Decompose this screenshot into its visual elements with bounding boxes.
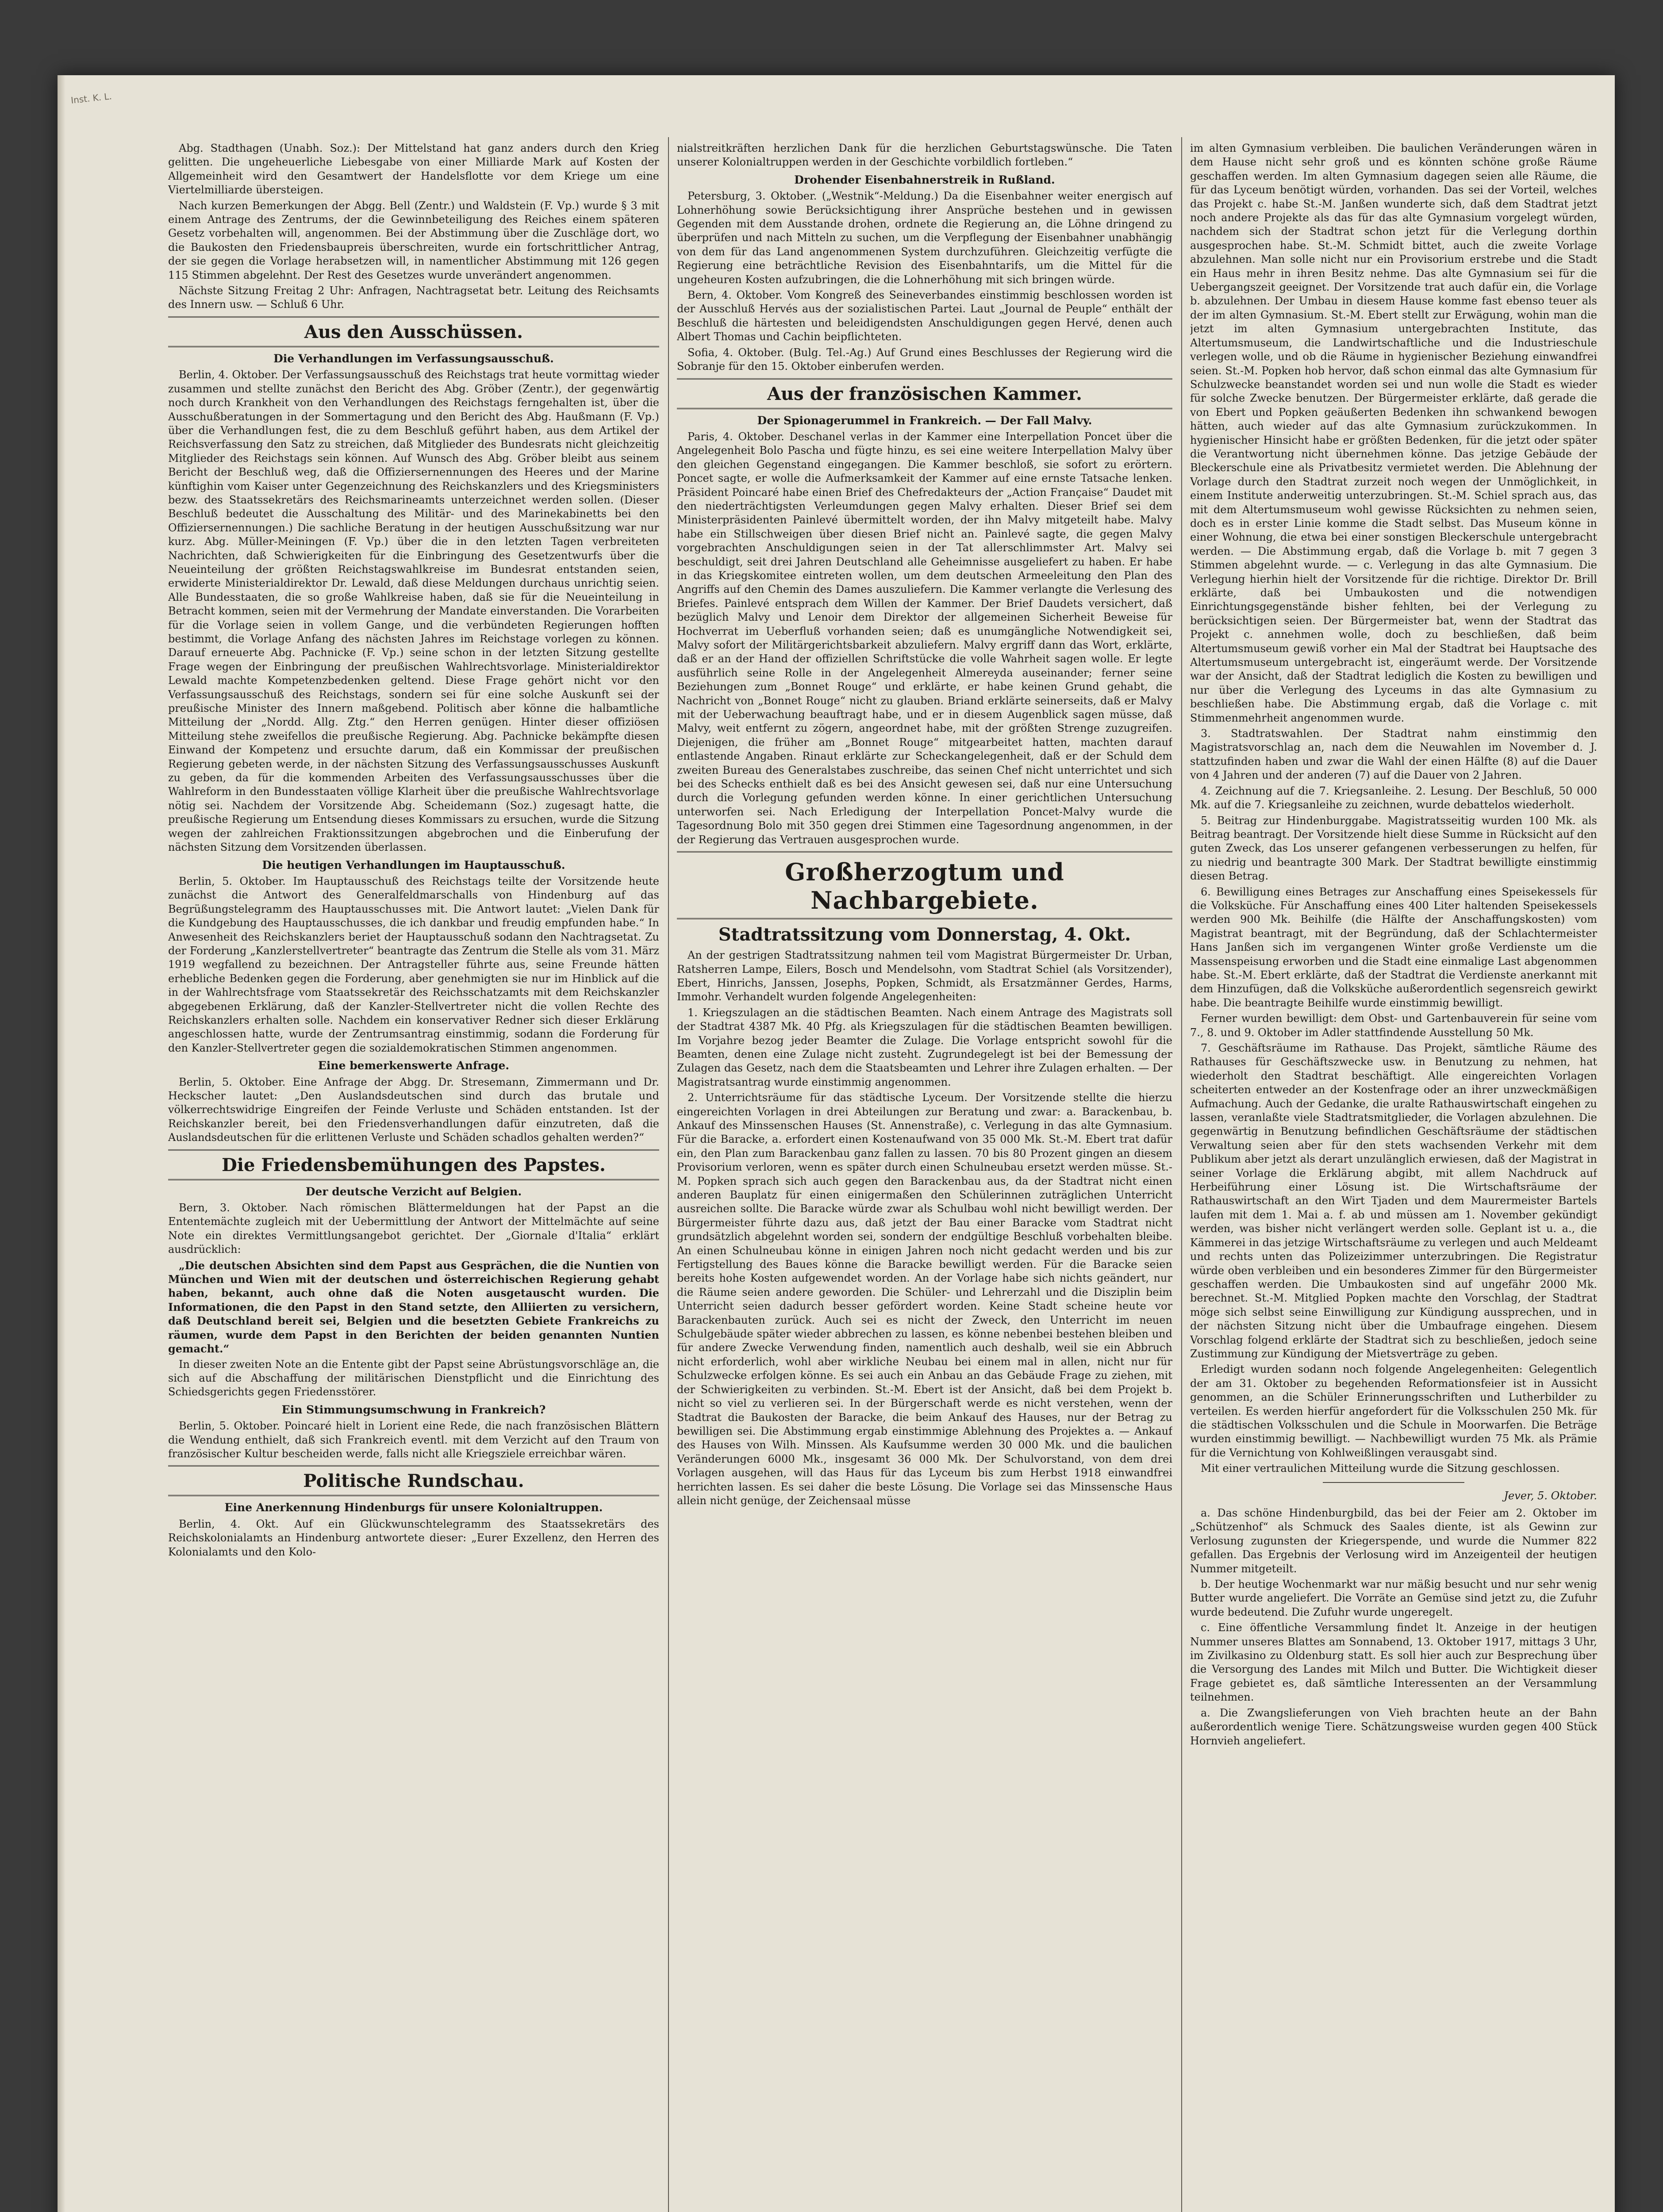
subheading: Ein Stimmungsumschwung in Frankreich? (281, 1403, 546, 1416)
article-paragraph: Ferner wurden bewilligt: dem Obst- und Gartenbauverein für seine vom 7., 8. und 9. Oktober im Adler stattfindende Ausstellung 50 Mk. (1190, 1012, 1597, 1039)
column-3 (1190, 142, 1597, 2212)
section-heading: Großherzogtum und Nachbargebiete. (785, 858, 1064, 915)
subheading: Eine bemerkenswerte Anfrage. (318, 1059, 510, 1072)
article-paragraph: b. Der heutige Wochenmarkt war nur mäßig besucht und nur sehr wenig Butter wurde angeliefert. Die Vorräte an Gemüse sind jetzt zu, die Zufuhr wurde bedeutend. Die Zufuhr wurde ungeregelt. (1190, 1578, 1597, 1618)
newspaper-page (58, 75, 1615, 2212)
article-paragraph: Petersburg, 3. Oktober. („Westnik“-Meldung.) Da die Eisenbahner weiter energisch auf Lohnerhöhung sowie Berücksichtigung ihrer Ansprüche bestehen und in gewissen Gegenden mit dem Ausstande drohen, ordnete die Regierung an, die Löhne dringend zu überprüfen und nach Mitteln zu suchen, um die Verpflegung der Eisenbahner unabhängig von dem für das Land angenommenen System durchzuführen. Gleichzeitig verfügte die Regierung eine beträchtliche Revision des Eisenbahntarifs, um die Mittel für die ungeheuren Kosten aufzubringen, die die Lohnerhöhung mit sich bringen würde. (677, 190, 1172, 286)
article-paragraph: c. Eine öffentliche Versammlung findet lt. Anzeige in der heutigen Nummer unseres Blattes am Sonnabend, 13. Oktober 1917, mittags 3 Uhr, im Zivilkasino zu Oldenburg statt. Es soll hier auch zur Besprechung über die Versorgung des Landes mit Milch und Butter. Die Wichtigkeit dieser Frage gebietet es, daß sämtliche Interessenten an der Versammlung teilnehmen. (1190, 1621, 1597, 1704)
article-paragraph: Abg. Stadthagen (Unabh. Soz.): Der Mittelstand hat ganz anders durch den Krieg gelitten. Die ungeheuerliche Liebesgabe von einer Milliarde Mark auf Kosten der Allgemeinheit wird den Gesamtwert der Handelsflotte vor dem Kriege um eine Viertelmilliarde übersteigen. (168, 142, 659, 196)
article-paragraph: a. Das schöne Hindenburgbild, das bei der Feier am 2. Oktober im „Schützenhof“ als Schmuck des Saales diente, ist als Gewinn zur Verlosung zugunsten der Kriegerspende, und wurde die Nummer 822 gefallen. Das Ergebnis der Verlosung wird im Anzeigenteil der heutigen Nummer mitgeteilt. (1190, 1507, 1597, 1575)
subheading: Eine Anerkennung Hindenburgs für unsere Kolonialtruppen. (224, 1501, 603, 1514)
subheading: Der deutsche Verzicht auf Belgien. (305, 1185, 522, 1198)
column-2 (677, 142, 1172, 2212)
column-rule (668, 137, 669, 2212)
article-paragraph: a. Die Zwangslieferungen von Vieh brachten heute an der Bahn außerordentlich wenige Tiere. Schätzungsweise wurden gegen 400 Stück Hornvieh angeliefert. (1190, 1706, 1597, 1747)
article-paragraph: Mit einer vertraulichen Mitteilung wurde die Sitzung geschlossen. (1201, 1462, 1560, 1475)
subheading: Die Verhandlungen im Verfassungsausschuß. (273, 352, 554, 365)
article-paragraph: 7. Geschäftsräume im Rathause. Das Projekt, sämtliche Räume des Rathauses für Geschäftszwecke usw. in Benutzung zu nehmen, hat wiederholt den Stadtrat beschäftigt. Alle eingereichten Vorlagen scheiterten entweder an der Kostenfrage oder an ihrer unzweckmäßigen Aufmachung. Auch der Gedanke, die uralte Rathauswirtschaft eingehen zu lassen, veranlaßte viele Stadtratsmitglieder, die Vorlagen abzulehnen. Die gegenwärtig in Benutzung befindlichen Geschäftsräume der städtischen Verwaltung seien aber für den stets wachsenden Verkehr mit dem Publikum aber jetzt als derart unzulänglich erwiesen, daß der Magistrat in seiner Vorlage die Erklärung abgibt, mit allem Nachdruck auf Herbeiführung einer Lösung ist. Die Wirtschaftsräume der Rathauswirtschaft an den Wirt Tjaden und dem Maurermeister Bartels laufen mit dem 1. Mai a. f. ab und müssen am 1. November gekündigt werden, was bisher nicht verlängert werden solle. Geplant ist u. a., die Kämmerei in das jetzige Wirtschaftsräume zu verlegen und auch Meldeamt und rechts unten das Polizeizimmer unterzubringen. Die Registratur würde oben verbleiben und ein besonderes Zimmer für den Bürgermeister geschaffen werden. Die Umbaukosten sind auf ungefähr 2000 Mk. berechnet. St.-M. Mitglied Popken machte den Vorschlag, der Stadtrat möge sich selbst seine Einwilligung zur Kündigung aussprechen, und in der nächsten Sitzung nicht über die Umbaufrage eingehen. Diesem Vorschlag folgend erklärte der Stadtrat sich zu beschließen, jedoch seine Zustimmung zur Kündigung der Mietsverträge zu geben. (1190, 1042, 1597, 1360)
article-paragraph: Berlin, 5. Oktober. Im Hauptausschuß des Reichstags teilte der Vorsitzende heute zunächst die Antwort des Generalfeldmarschalls von Hindenburg auf das Begrüßungstelegramm des Hauptausschusses mit. Die Antwort lautet: „Vielen Dank für die Kundgebung des Hauptausschusses, die ich dankbar und freudig empfunden habe.“ In Anwesenheit des Reichskanzlers beriet der Hauptausschuß sodann den Nachtragsetat. Zu der Forderung „Kanzlerstellvertreter“ beantragte das Zentrum die Stelle als vom 31. März 1919 wegfallend zu bezeichnen. Der Antragsteller führte aus, seine Freunde hätten erhebliche Bedenken gegen die Forderung, aber genehmigten sie nur im Hinblick auf die in der Wahlrechtsfrage vom Staatssekretär des Reichsschatzamts mit dem Reichskanzler abgegebenen Erklärung, daß der Kanzler-Stellvertreter nicht die vollen Rechte des Reichskanzlers erhalten solle. Nachdem ein konservativer Redner sich dieser Erklärung angeschlossen hatte, wurde der Zentrumsantrag einstimmig, sodann die Forderung für den Kanzler-Stellvertreter gegen die sozialdemokratischen Stimmen angenommen. (168, 875, 659, 1054)
section-heading: Aus der französischen Kammer. (767, 383, 1082, 404)
article-paragraph: Erledigt wurden sodann noch folgende Angelegenheiten: Gelegentlich der am 31. Oktober zu begehenden Reformationsfeier ist in Aussicht genommen, an die Schüler Erinnerungsschriften und Lutherbilder zu verteilen. Es werden hierfür angefordert für die Volksschulen 250 Mk. für die städtischen Volksschulen und die Schule in Moorwarfen. Die Beträge wurden einstimmig bewilligt. — Nachbewilligt wurden 75 Mk. als Prämie für die Vernichtung von Kohlweißlingen verausgabt sind. (1190, 1363, 1597, 1459)
article-paragraph: In dieser zweiten Note an die Entente gibt der Papst seine Abrüstungsvorschläge an, die sich auf die Abschaffung der militärischen Dienstpflicht und die Einrichtung des Schiedsgerichts gegen Friedensstörer. (168, 1358, 659, 1398)
article-paragraph: 3. Stadtratswahlen. Der Stadtrat nahm einstimmig den Magistratsvorschlag an, nach dem die Neuwahlen im November d. J. stattzufinden haben und zwar die Wahl der einen Hälfte (8) auf die Dauer von 4 Jahren und der anderen (7) auf die Dauer von 2 Jahren. (1190, 727, 1597, 782)
article-paragraph: Berlin, 5. Oktober. Poincaré hielt in Lorient eine Rede, die nach französischen Blättern die Wendung enthielt, daß sich Frankreich eventl. mit dem Verzicht auf den Traum von französischer Kultur bescheiden werde, falls nicht alle Kriegsziele erreichbar wären. (168, 1420, 659, 1460)
article-paragraph: 4. Zeichnung auf die 7. Kriegsanleihe. 2. Lesung. Der Beschluß, 50 000 Mk. auf die 7. Kriegsanleihe zu zeichnen, wurde debattelos wiederholt. (1190, 784, 1597, 811)
section-heading: Aus den Ausschüssen. (304, 321, 523, 342)
article-paragraph: Nach kurzen Bemerkungen der Abgg. Bell (Zentr.) und Waldstein (F. Vp.) wurde § 3 mit einem Antrage des Zentrums, der die Gewinnbeteiligung des Reiches einem späteren Gesetz vorbehalten will, angenommen. Bei der Abstimmung über die Zuschläge dort, wo die Baukosten den Friedensbaupreis überschreiten, wurde ein fortschrittlicher Antrag, der sie gegen die Vorlage herabsetzen will, in namentlicher Abstimmung mit 126 gegen 115 Stimmen abgelehnt. Der Rest des Gesetzes wurde unverändert angenommen. (168, 199, 659, 281)
article-paragraph: nialstreitkräften herzlichen Dank für die herzlichen Geburtstagswünsche. Die Taten unserer Kolonialtruppen werden in der Geschichte vorbildlich fortleben.“ (677, 142, 1172, 169)
article-paragraph: Berlin, 4. Okt. Auf ein Glückwunschtelegramm des Staatssekretärs des Reichskolonialamts an Hindenburg antwortete dieser: „Eurer Exzellenz, den Herren des Kolonialamts und den Kolo- (168, 1517, 659, 1558)
section-heading: Politische Rundschau. (303, 1471, 524, 1492)
article-paragraph: Berlin, 4. Oktober. Der Verfassungsausschuß des Reichstags trat heute vormittag wieder zusammen und stellte zunächst den Bericht des Abg. Gröber (Zentr.), der gegenwärtig noch durch Krankheit von den Verhandlungen des Reichstags ferngehalten ist, über die Ausschußberatungen in der Sommertagung und den Bericht des Abg. Haußmann (F. Vp.) über die Verhandlungen fest, die zu dem Beschluß geführt haben, aus dem Artikel der Reichsverfassung den Satz zu streichen, daß Mitglieder des Bundesrats nicht gleichzeitig Mitglieder des Reichstags sein können. Auf Wunsch des Abg. Gröber bleibt aus seinem Bericht der Beschluß weg, daß die Offiziersernennungen des Heeres und der Marine künftighin vom Kaiser unter Gegenzeichnung des Reichskanzlers und des Kriegsministers bezw. des Staatssekretärs des Reichsmarineamts unterzeichnet werden sollen. (Dieser Beschluß bedeutet die Ausschaltung des Militär- und des Marinekabinetts bei den Offiziersernennungen.) Die sachliche Beratung in der heutigen Ausschußsitzung war nur kurz. Abg. Müller-Meiningen (F. Vp.) über die in den letzten Tagen verbreiteten Nachrichten, daß Schwierigkeiten für die Einbringung des Gesetzentwurfs über die Neueinteilung der größten Reichstagswahlkreise im Bundesrat entstanden seien, erwiderte Ministerialdirektor Dr. Lewald, daß diese Meldungen durchaus unrichtig seien. Alle Bundesstaaten, die so große Wahlkreise haben, daß sie für die Neueinteilung in Betracht kommen, seien mit der Vermehrung der Mandate einverstanden. Die Vorarbeiten für die Vorlage seien in vollem Gange, und die verbündeten Regierungen hofften bestimmt, die Vorlage Anfang des nächsten Jahres im Reichstage vorlegen zu können. Darauf erneuerte Abg. Pachnicke (F. Vp.) seine schon in der letzten Sitzung gestellte Frage wegen der Einbringung der preußischen Wahlrechtsvorlage. Ministerialdirektor Lewald machte Kompetenzbedenken geltend. Diese Frage gehört nicht vor den Verfassungsausschuß des Reichstags, sondern sei für eine solche Auskunft sei der preußische Minister des Innern maßgebend. Politisch aber könne die halbamtliche Mitteilung der „Nordd. Allg. Ztg.“ den Herren genügen. Hinter dieser offiziösen Mitteilung stehe zweifellos die preußische Regierung. Abg. Pachnicke bekämpfte diesen Einwand der Kompetenz und ersuchte darum, daß ein Kommissar der preußischen Regierung gebeten werde, in der nächsten Sitzung des Verfassungsausschusses Auskunft zu geben, da für die kommenden Arbeiten des Verfassungsausschusses über die Wahlreform in den Bundesstaaten völlige Klarheit über die preußische Wahlrechtsvorlage nötig sei. Nachdem der Vorsitzende Abg. Scheidemann (Soz.) zugesagt hatte, die preußische Regierung um Entsendung dieses Kommissars zu ersuchen, wurde die Sitzung wegen der zahlreichen Fraktionssitzungen abgebrochen und die Einberufung der nächsten Sitzung dem Vorsitzenden überlassen. (168, 369, 659, 854)
article-paragraph: 5. Beitrag zur Hindenburggabe. Magistratsseitig wurden 100 Mk. als Beitrag beantragt. Der Vorsitzende hielt diese Summe in Rücksicht auf den guten Zweck, das Los unserer gefangenen verbesserungen zu helfen, für zu niedrig und beantragte 300 Mark. Der Stadtrat bewilligte einstimmig diesen Betrag. (1190, 814, 1597, 883)
article-paragraph: Bern, 3. Oktober. Nach römischen Blättermeldungen hat der Papst an die Ententemächte zugleich mit der Uebermittlung der Antwort der Mittelmächte auf seine Note ein direktes Vermittlungsangebot gerichtet. Der „Giornale d'Italia“ erklärt ausdrücklich: (168, 1202, 659, 1256)
article-paragraph: 6. Bewilligung eines Betrages zur Anschaffung eines Speisekessels für die Volksküche. Für Anschaffung eines 400 Liter haltenden Speisekessels werden 900 Mk. Beihilfe (die Hälfte der Anschaffungskosten) vom Magistrat beantragt, mit der Begründung, daß der Schlachtermeister Hans Janßen sich im vergangenen Winter große Verdienste um die Massenspeisung erworben und die Stadt eine einmalige Last abgenommen habe. St.-M. Ebert erklärte, daß der Stadtrat die Verdienste anerkannt mit dem Hinzufügen, daß die Volksküche außerordentlich segensreich gewirkt habe. Die beantragte Beihilfe wurde einstimmig bewilligt. (1190, 885, 1597, 1009)
article-paragraph: An der gestrigen Stadtratssitzung nahmen teil vom Magistrat Bürgermeister Dr. Urban, Ratsherren Lampe, Eilers, Bosch und Mendelsohn, vom Stadtrat Schiel (als Vorsitzender), Ebert, Hinrichs, Janssen, Josephs, Popken, Schmidt, als Ersatzmänner Gerdes, Harms, Immohr. Verhandelt wurden folgende Angelegenheiten: (677, 949, 1172, 1003)
subheading: Die heutigen Verhandlungen im Hauptausschuß. (262, 858, 565, 872)
article-paragraph: Sofia, 4. Oktober. (Bulg. Tel.-Ag.) Auf Grund eines Beschlusses der Regierung wird die Sobranje für den 15. Oktober einberufen werden. (677, 346, 1172, 373)
article-paragraph: Nächste Sitzung Freitag 2 Uhr: Anfragen, Nachtragsetat betr. Leitung des Reichsamts des Innern usw. — Schluß 6 Uhr. (168, 284, 659, 311)
subheading: Drohender Eisenbahnerstreik in Rußland. (794, 173, 1055, 186)
column-rule (1181, 137, 1182, 2212)
section-heading: Stadtratssitzung vom Donnerstag, 4. Okt. (718, 924, 1131, 945)
dateline: Jever, 5. Oktober. (1504, 1489, 1597, 1502)
divider (1323, 1482, 1464, 1483)
column-1 (168, 142, 659, 2212)
article-paragraph: „Die deutschen Absichten sind dem Papst aus Gesprächen, die die Nuntien von München und Wien mit der deutschen und österreichischen Regierung gehabt haben, bekannt, auch ohne daß die Noten ausgetauscht wurden. Die Informationen, die den Papst in den Stand setzte, den Alliierten zu versichern, daß Deutschland bereit sei, Belgien und die besetzten Gebiete Frankreichs zu räumen, wurde dem Papst in den Berichten der beiden genannten Nuntien gemacht.“ (168, 1259, 659, 1356)
section-heading: Die Friedensbemühungen des Papstes. (222, 1154, 606, 1175)
article-paragraph: Paris, 4. Oktober. Deschanel verlas in der Kammer eine Interpellation Poncet über die Angelegenheit Bolo Pascha und fügte hinzu, es sei eine weitere Interpellation Malvy über den gleichen Gegenstand eingegangen. Die Kammer beschloß, sie sofort zu erörtern. Poncet sagte, er wolle die Aufmerksamkeit der Kammer auf eine ernste Tatsache lenken. Präsident Poincaré habe einen Brief des Chefredakteurs der „Action Française“ Daudet mit den niederträchtigsten Verleumdungen gegen Malvy erhalten. Dieser Brief sei dem Ministerpräsidenten Painlevé übermittelt worden, der ihn Malvy mitgeteilt habe. Malvy habe ein Stillschweigen über diesen Brief nicht an. Painlevé sagte, die gegen Malvy vorgebrachten Anschuldigungen seien in der Tat allerschlimmster Art. Malvy sei beschuldigt, seit drei Jahren Deutschland alle Geheimnisse ausgeliefert zu haben. Er habe in das Kriegskomitee eintreten wollen, um dem deutschen Armeeleitung den Plan des Angriffs auf den Chemin des Dames auszuliefern. Die Kammer verlangte die Verlesung des Briefes. Painlevé entsprach dem Willen der Kammer. Der Brief Daudets versichert, daß bezüglich Malvy und Lenoir dem Direktor der allgemeinen Sicherheit Beweise für Hochverrat im Ueberfluß vorhanden seien; daß es unumgängliche Notwendigkeit sei, Malvy sofort der Militärgerichtsbarkeit abzuliefern. Malvy ergriff dann das Wort, erklärte, daß er an der Hand der offiziellen Schriftstücke die volle Wahrheit sagen wolle. Er legte ausführlich seine Rolle in der Angelegenheit Almereyda auseinander; ferner seine Beziehungen zum „Bonnet Rouge“ und erklärte, er habe keinen Grund gehabt, die Nachricht von „Bonnet Rouge“ nicht zu glauben. Briand erklärte seinerseits, daß er Malvy mit der Ueberwachung beauftragt habe, und er in diesem Augenblick sagen müsse, daß Malvy, weit entfernt zu zögern, angeordnet habe, mit der größten Strenge zuzugreifen. Diejenigen, die früher am „Bonnet Rouge“ mitgearbeitet hatten, machten darauf entlastende Angaben. Rinaut erklärte zur Scheckangelegenheit, daß er der Schuld dem zweiten Bureau des Generalstabes zuschreibe, das seinen Chef nicht unterrichtet und sich bei des Schecks enthielt daß es bei des Ansicht gewesen sei, daß nur eine Untersuchung durch die Vorlegung gefunden werden könne. In einer gerichtlichen Untersuchung unterworfen sei. Nach Erledigung der Interpellation Poncet-Malvy wurde die Tagesordnung Bolo mit 350 gegen drei Stimmen eine Tagesordnung angenommen, in der der Regierung das Vertrauen ausgesprochen wurde. (677, 430, 1172, 846)
article-paragraph: Bern, 4. Oktober. Vom Kongreß des Seineverbandes einstimmig beschlossen worden ist der Ausschluß Hervés aus der sozialistischen Partei. Laut „Journal de Peuple“ enthält der Beschluß die härtesten und beleidigendsten Anschuldigungen gegen Hervé, denen auch Albert Thomas und Cachin beipflichteten. (677, 289, 1172, 343)
article-paragraph: 1. Kriegszulagen an die städtischen Beamten. Nach einem Antrage des Magistrats soll der Stadtrat 4387 Mk. 40 Pfg. als Kriegszulagen für die städtischen Beamten bewilligen. Im Vorjahre bezog jeder Beamter die Zulage. Die Vorlage entspricht sowohl für die Beamten, denen eine Zulage nicht zusteht. Zugrundegelegt ist bei der Bemessung der Zulagen das Gesetz, nach dem die Staatsbeamten und Lehrer ihre Zulagen erhalten. — Der Magistratsantrag wurde einstimmig angenommen. (677, 1006, 1172, 1088)
article-paragraph: 2. Unterrichtsräume für das städtische Lyceum. Der Vorsitzende stellte die hierzu eingereichten Vorlagen in drei Abteilungen zur Beratung und zwar: a. Barackenbau, b. Ankauf des Minssenschen Hauses (St. Annenstraße), c. Verlegung in das alte Gymnasium. Für die Baracke, a. erfordert einen Kostenaufwand von 35 000 Mk. St.-M. Ebert trat dafür ein, den Plan zum Barackenbau ganz fallen zu lassen. 70 bis 80 Prozent gingen an diesem Provisorium verloren, wenn es später durch einen Schulneubau ersetzt werden müsse. St.-M. Popken sprach sich auch gegen den Barackenbau aus, da der Stadtrat nicht einen anderen Bauplatz für einen einigermaßen den Schülerinnen zuträglichen Unterricht ausreichen sollte. Die Baracke würde zwar als Schulbau wohl nicht bewilligt werden. Der Bürgermeister führte dazu aus, daß jetzt der Bau einer Baracke vom Stadtrat nicht grundsätzlich abgelehnt worden sei, sondern der endgültige Beschluß vorbehalten bleibe. An einen Schulneubau könne in einigen Jahren noch nicht gedacht werden und bis zur Fertigstellung des Baues könne die Baracke bewilligt werden. Für die Baracke seien bereits hohe Kosten aufgewendet worden. An der Vorlage habe sich nichts geändert, nur die Räume seien andere geworden. Die Schüler- und Lehrerzahl und die Disziplin beim Unterricht seien dadurch besser gefördert worden. Keine Stadt scheine heute vor Barackenbauten zurück. Auch sei es nicht der Zweck, den Unterricht im neuen Schulgebäude später wieder abbrechen zu lassen, es könne nebenbei bestehen bleiben und für andere Zwecke Verwendung finden, namentlich auch deshalb, weil sie ein Abbruch nicht erforderlich, wohl aber wirkliche Neubau bei einem mal in allen, nicht nur für Schulzwecke erfolgen könne. Es sei auch ein Anbau an das Gebäude Frage zu ziehen, mit der Schwierigkeiten zu verbinden. St.-M. Ebert ist der Ansicht, daß bei dem Projekt b. nicht so viel zu verlieren sei. In der Bürgerschaft werde es nicht verstehen, wenn der Stadtrat die Baukosten der Baracke, die beim Ankauf des Hauses, nur der Betrag zu bewilligen sei. Die Abstimmung ergab einstimmige Ablehnung des Projektes a. — Ankauf des Hauses von Wilh. Minssen. Als Kaufsumme werden 30 000 Mk. und die baulichen Veränderungen 6000 Mk., insgesamt 36 000 Mk. Der Schulvorstand, von dem drei Vorlagen ausgehen, will das Haus für das Lyceum bis zum Herbst 1918 einwandfrei herrichten lassen. Es sei daher die beste Lösung. Die Vorlage sei das Minssensche Haus allein nicht genüge, der Zeichensaal müsse (677, 1091, 1172, 1507)
library-stamp: Inst. K. L. (70, 91, 112, 106)
article-paragraph: Berlin, 5. Oktober. Eine Anfrage der Abgg. Dr. Stresemann, Zimmermann und Dr. Heckscher lautet: „Den Auslandsdeutschen sind durch das brutale und völkerrechtswidrige Eingreifen der Feinde Verluste und Schäden entstanden. Ist der Reichskanzler bereit, bei den Friedensverhandlungen dafür einzutreten, daß die Auslandsdeutschen für die erlittenen Verluste und Schäden schadlos gehalten werden?“ (168, 1075, 659, 1144)
subheading: Der Spionagerummel in Frankreich. — Der Fall Malvy. (757, 414, 1092, 427)
article-paragraph: im alten Gymnasium verbleiben. Die baulichen Veränderungen wären in dem Hause nicht sehr groß und es könnten schöne große Räume geschaffen werden. Im alten Gymnasium dagegen seien alle Räume, die für das Lyceum benötigt würden, vorhanden. Das sei der Vorteil, welches das Projekt c. habe St.-M. Janßen wunderte sich, daß dem Stadtrat jetzt noch andere Projekte als das für das alte Gymnasium vorgelegt würden, nachdem sich der Stadtrat schon jetzt für die Verlegung dorthin ausgesprochen habe. St.-M. Schmidt bittet, auch die zweite Vorlage abzulehnen. Man solle nicht nur ein Provisorium erstrebe und die Stadt ein Haus mehr in ihren Besitz nehme. Das alte Gymnasium sei für die Uebergangszeit geeignet. Der Vorsitzende trat auch dafür ein, die Vorlage b. abzulehnen. Der Umbau in diesem Hause komme fast ebenso teuer als der im alten Gymnasium. St.-M. Ebert stellt zur Erwägung, wohin man die jetzt im alten Gymnasium untergebrachten Institute, das Altertumsmuseum, die Landwirtschaftliche und die Industrieschule verlegen wolle, und ob die Räume in hygienischer Beziehung einwandfrei seien. St.-M. Popken hob hervor, daß schon einmal das alte Gymnasium für Schulzwecke beanstandet worden sei und nun wolle die Stadt es wieder für solche Zwecke benutzen. Der Bürgermeister erklärte, daß gerade die von Ebert und Popken geäußerten Bedenken ihn schwankend bewogen hätten, auch wieder auf das alte Gymnasium zurückzukommen. In hygienischer Hinsicht habe er größten Bedenken, für die jetzt oder später die Verantwortung nicht übernehmen könne. Das jetzige Gebäude der Bleckerschule eine als Privatbesitz vermietet werden. Die Ablehnung der Vorlage durch den Stadtrat zurzeit noch wegen der Unmöglichkeit, in einem Institute anderweitig unterzubringen. St.-M. Schiel sprach aus, das mit dem Altertumsmuseum wohl gewisse Rücksichten zu nehmen seien, doch es in erster Linie komme die Stadt selbst. Das Museum könne in einer Wohnung, die etwa bei einer sonstigen Bleckerschule untergebracht werden. — Die Abstimmung ergab, daß die Vorlage b. mit 7 gegen 3 Stimmen abgelehnt wurde. — c. Verlegung in das alte Gymnasium. Die Verlegung hierhin hielt der Vorsitzende für die richtige. Direktor Dr. Brill erklärte, daß bei Umbaukosten und die notwendigen Einrichtungsgegenstände bisher fehlten, bei der Verlegung zu berücksichtigen seien. Der Bürgermeister bat, wenn der Stadtrat das Projekt c. annehmen wolle, doch zu beschließen, daß beim Altertumsmuseum gewiß vorher ein Mal der Stadtrat bei Hauptsache des Altertumsmuseum untergebracht ist, eingeräumt werde. Der Vorsitzende war der Ansicht, daß der Stadtrat lediglich die Kosten zu bewilligen und nur über die Verlegung des Lyceums in das alte Gymnasium zu beschließen habe. Die Abstimmung ergab, daß die Vorlage c. mit Stimmenmehrheit angenommen wurde. (1190, 142, 1597, 724)
